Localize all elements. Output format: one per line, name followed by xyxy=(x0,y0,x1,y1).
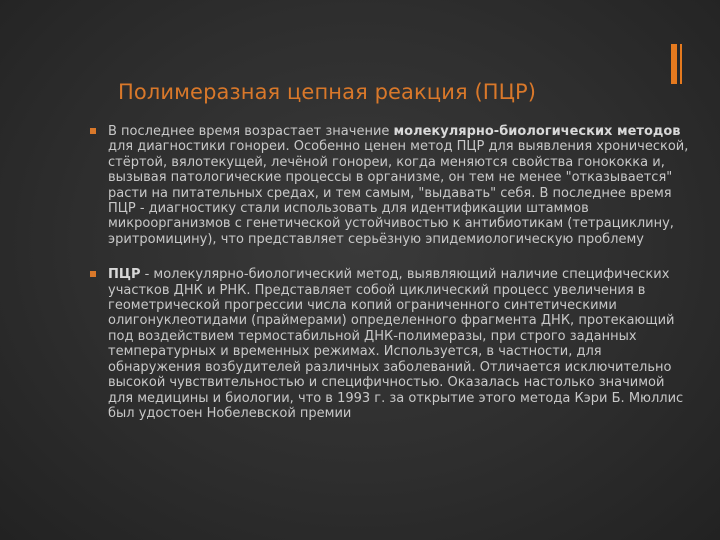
bullet-text: В последнее время возрастает значение xyxy=(108,124,394,139)
square-bullet-icon xyxy=(90,271,96,277)
bullet-item xyxy=(90,267,690,421)
accent-bar-thin xyxy=(680,44,682,84)
bullet-item xyxy=(90,124,690,247)
bullet-text: - молекулярно-биологический метод, выявляющий наличие специфических участков ДНК и РНК. Представляет собой циклический процесс увеличения в геометрической прогрессии числа копий ограниченного синтетическими олигонуклеотидами (праймерами) определенного фрагмента ДНК, протекающий под воздействием термостабильной ДНК-полимеразы, при строго заданных температурных и временных режимах. Используется, в частности, для обнаружения возбудителей различных заболеваний. Отличается исключительно высокой чувствительностью и специфичностью. Оказалась настолько значимой для медицины и биологии, что в 1993 г. за открытие этого метода Кэри Б. Мюллис был удостоен Нобелевской премии xyxy=(108,267,684,421)
slide-title: Полимеразная цепная реакция (ПЦР) xyxy=(118,80,537,104)
bullet-bold-text: молекулярно-биологических методов xyxy=(393,124,681,139)
accent-bar xyxy=(671,44,677,84)
square-bullet-icon xyxy=(90,128,96,134)
slide-content xyxy=(90,124,690,441)
bullet-bold-text: ПЦР xyxy=(108,267,141,283)
bullet-text: для диагностики гонореи. Особенно ценен метод ПЦР для выявления хронической, стёртой, вялотекущей, лечёной гонореи, когда меняются свойства гонококка и, вызывая патологические процессы в организме, он тем не менее "отказывается" расти на питательных средах, и тем самым, "выдавать" себя. В последнее время ПЦР - диагностику стали использовать для идентификации штаммов микроорганизмов с генетической устойчивостью к антибиотикам (тетрациклину, эритромицину), что представляет серьёзную эпидемиологическую проблему xyxy=(108,139,689,247)
